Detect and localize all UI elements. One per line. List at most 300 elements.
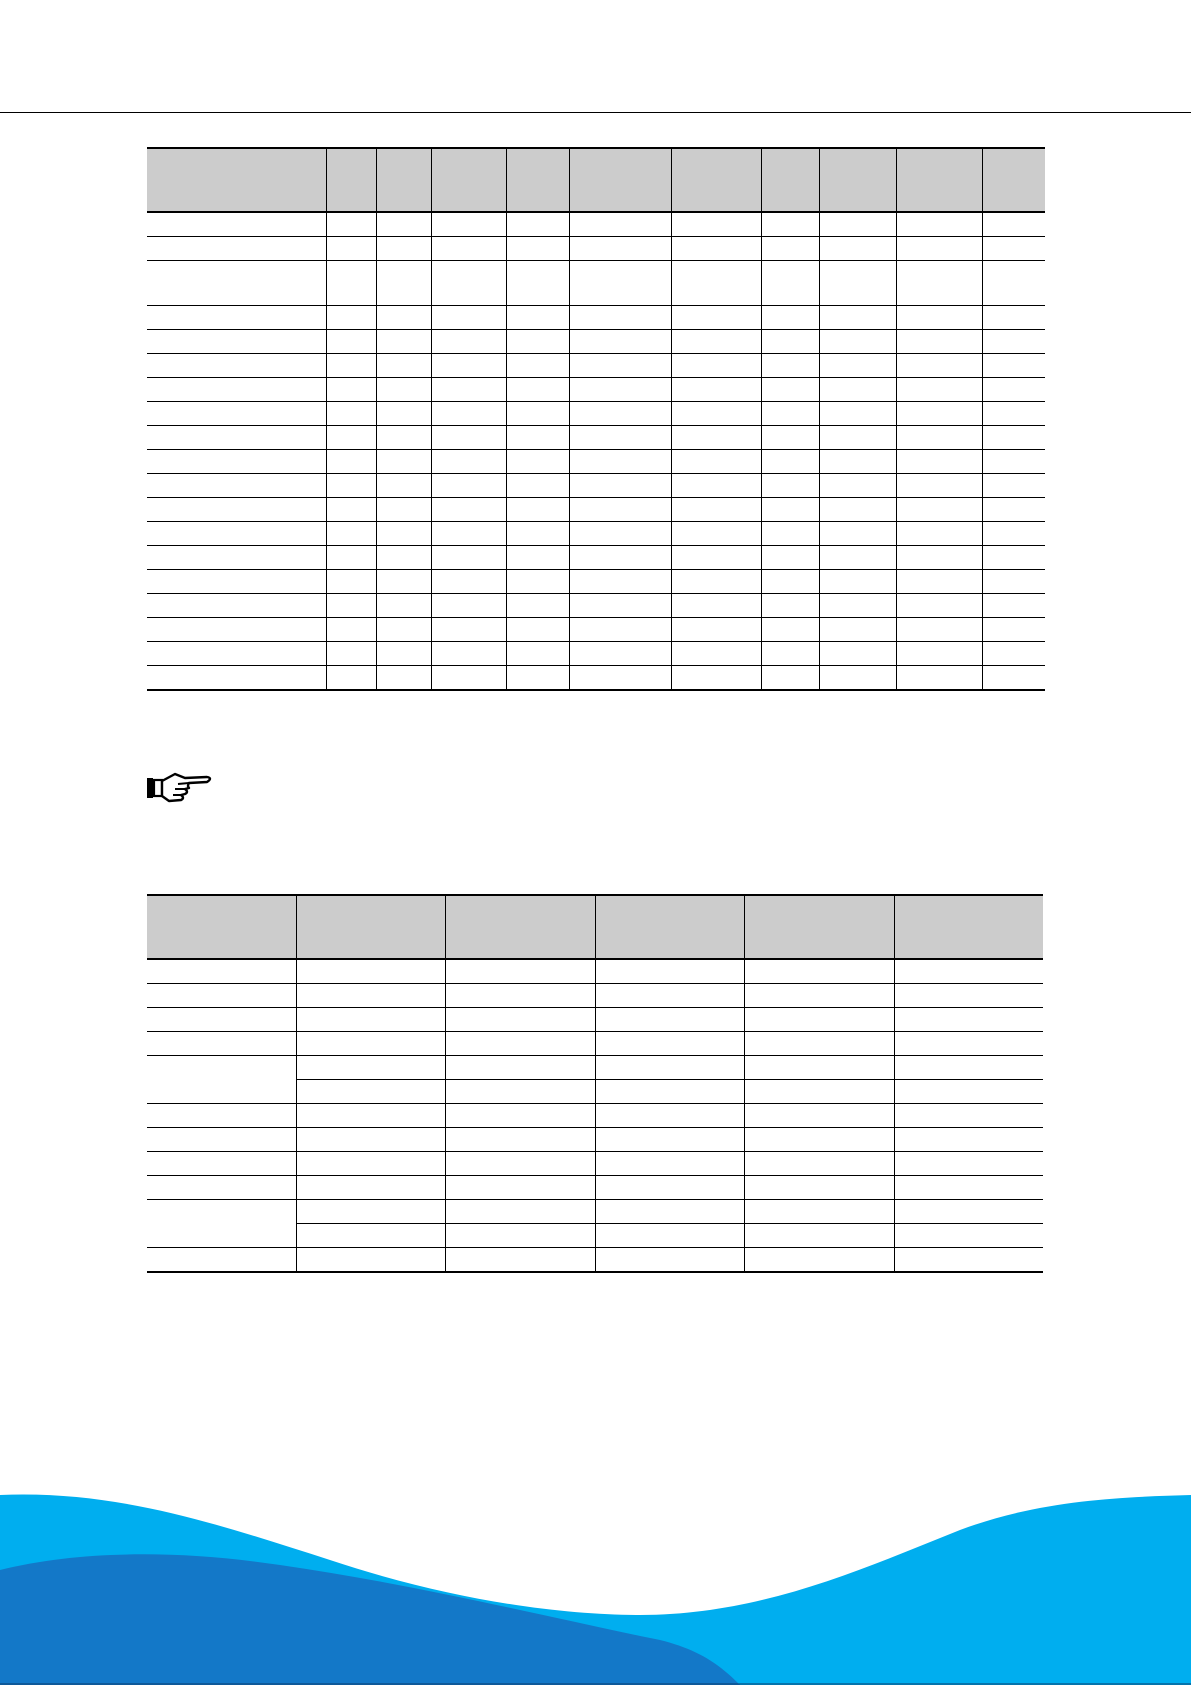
table-row xyxy=(147,1032,1043,1056)
header-cell xyxy=(819,148,896,212)
table-cell xyxy=(819,498,896,522)
table-cell xyxy=(671,618,761,642)
table-cell xyxy=(744,1056,894,1080)
table-cell xyxy=(894,984,1043,1008)
table-cell xyxy=(982,498,1045,522)
table-cell xyxy=(147,378,326,402)
table-cell xyxy=(376,450,431,474)
table-cell xyxy=(982,666,1045,691)
table-cell xyxy=(506,594,569,618)
table-cell xyxy=(569,618,671,642)
table-cell xyxy=(569,666,671,691)
table-row xyxy=(147,354,1045,378)
table-cell xyxy=(761,330,819,354)
table-cell xyxy=(431,594,506,618)
table-cell xyxy=(506,378,569,402)
table-row xyxy=(147,642,1045,666)
table-cell xyxy=(896,522,982,546)
table-cell xyxy=(819,474,896,498)
table-cell xyxy=(671,378,761,402)
table-cell xyxy=(376,212,431,237)
table-cell xyxy=(445,1176,595,1200)
table-cell xyxy=(569,426,671,450)
table-cell xyxy=(376,237,431,261)
table-cell xyxy=(445,1032,595,1056)
table-cell xyxy=(445,1104,595,1128)
table-cell xyxy=(569,212,671,237)
table-cell xyxy=(761,570,819,594)
table-cell xyxy=(376,261,431,306)
table-cell xyxy=(445,1056,595,1080)
table-cell xyxy=(894,1104,1043,1128)
table-cell xyxy=(147,306,326,330)
header-rule xyxy=(0,112,1191,113)
table-row xyxy=(147,666,1045,691)
table-cell xyxy=(296,1104,445,1128)
table-cell xyxy=(894,1200,1043,1224)
table-cell xyxy=(761,594,819,618)
table-cell xyxy=(761,666,819,691)
table-header-row xyxy=(147,895,1043,959)
table-cell xyxy=(376,474,431,498)
table-row xyxy=(147,522,1045,546)
table-cell xyxy=(819,522,896,546)
table-cell xyxy=(982,378,1045,402)
table-cell xyxy=(296,1032,445,1056)
table-cell xyxy=(896,642,982,666)
table-cell xyxy=(569,570,671,594)
table-cell xyxy=(744,1152,894,1176)
table-cell xyxy=(671,426,761,450)
table-row xyxy=(147,261,1045,306)
table-cell xyxy=(982,522,1045,546)
table-cell xyxy=(147,984,296,1008)
table-cell xyxy=(326,261,376,306)
table-cell xyxy=(761,426,819,450)
table-cell xyxy=(431,498,506,522)
table-cell xyxy=(506,426,569,450)
table-cell xyxy=(595,1056,744,1080)
header-cell xyxy=(376,148,431,212)
table-cell xyxy=(506,402,569,426)
table-cell xyxy=(819,330,896,354)
table-cell xyxy=(326,330,376,354)
table-cell xyxy=(896,261,982,306)
table-cell xyxy=(819,212,896,237)
table-cell xyxy=(744,1200,894,1224)
table-cell xyxy=(671,594,761,618)
table-row xyxy=(147,1056,1043,1080)
table-cell xyxy=(445,1008,595,1032)
table-cell xyxy=(147,402,326,426)
table-cell xyxy=(671,642,761,666)
table-cell xyxy=(896,426,982,450)
table-cell xyxy=(595,1032,744,1056)
table-cell xyxy=(819,546,896,570)
table-cell xyxy=(671,450,761,474)
table-cell xyxy=(376,402,431,426)
table-cell xyxy=(744,1176,894,1200)
table-cell xyxy=(982,306,1045,330)
table-cell xyxy=(147,330,326,354)
table-cell xyxy=(744,1080,894,1104)
table-cell xyxy=(296,1008,445,1032)
table-cell xyxy=(671,237,761,261)
table-cell xyxy=(376,546,431,570)
table-cell xyxy=(761,498,819,522)
table-cell xyxy=(506,498,569,522)
table-row xyxy=(147,498,1045,522)
table-cell xyxy=(819,354,896,378)
table-cell xyxy=(896,474,982,498)
table-row xyxy=(147,1152,1043,1176)
table-row xyxy=(147,474,1045,498)
table-cell xyxy=(147,1248,296,1273)
table-cell xyxy=(744,1224,894,1248)
table-cell xyxy=(296,984,445,1008)
table-cell xyxy=(761,402,819,426)
table-cell xyxy=(326,212,376,237)
table-cell xyxy=(445,1200,595,1224)
header-cell xyxy=(761,148,819,212)
table-cell xyxy=(896,618,982,642)
table-cell xyxy=(761,212,819,237)
table-row xyxy=(147,1200,1043,1224)
table-row xyxy=(147,618,1045,642)
table-cell xyxy=(506,666,569,691)
table-cell xyxy=(506,546,569,570)
table-cell xyxy=(595,1008,744,1032)
header-cell xyxy=(326,148,376,212)
table-cell xyxy=(147,666,326,691)
table-cell xyxy=(671,261,761,306)
table-cell xyxy=(896,306,982,330)
table-cell xyxy=(376,522,431,546)
table-cell xyxy=(982,594,1045,618)
table-cell xyxy=(445,1152,595,1176)
table-cell xyxy=(819,402,896,426)
spec-table-2 xyxy=(147,894,1043,1273)
table-cell xyxy=(296,1224,445,1248)
table-cell xyxy=(296,1176,445,1200)
header-cell xyxy=(595,895,744,959)
table-cell xyxy=(506,642,569,666)
table-cell xyxy=(819,378,896,402)
table-cell xyxy=(569,378,671,402)
table-row xyxy=(147,984,1043,1008)
table-cell xyxy=(671,570,761,594)
table-cell xyxy=(896,330,982,354)
table-cell xyxy=(595,984,744,1008)
table-cell xyxy=(671,212,761,237)
table-cell xyxy=(147,1032,296,1056)
table-cell xyxy=(326,498,376,522)
table-cell xyxy=(671,498,761,522)
header-cell xyxy=(744,895,894,959)
table-cell xyxy=(894,1176,1043,1200)
table-cell xyxy=(982,261,1045,306)
table-cell xyxy=(819,261,896,306)
table-cell xyxy=(982,212,1045,237)
table-cell xyxy=(569,402,671,426)
table-cell xyxy=(982,450,1045,474)
table-cell xyxy=(147,261,326,306)
table-cell xyxy=(896,354,982,378)
table-cell xyxy=(506,330,569,354)
table-cell xyxy=(819,618,896,642)
table-cell xyxy=(896,450,982,474)
table-cell xyxy=(431,450,506,474)
table-cell xyxy=(896,546,982,570)
table-cell xyxy=(431,212,506,237)
table-cell xyxy=(569,522,671,546)
table-cell xyxy=(431,618,506,642)
header-cell xyxy=(569,148,671,212)
table-cell xyxy=(506,306,569,330)
table-cell xyxy=(761,546,819,570)
table-cell xyxy=(376,570,431,594)
table-cell xyxy=(147,570,326,594)
pointing-hand-icon xyxy=(145,770,217,806)
table-cell xyxy=(147,426,326,450)
header-cell xyxy=(296,895,445,959)
table-row xyxy=(147,594,1045,618)
table-row xyxy=(147,1248,1043,1273)
table-cell xyxy=(147,354,326,378)
table-cell xyxy=(326,666,376,691)
table-cell xyxy=(894,1248,1043,1273)
table-cell xyxy=(982,330,1045,354)
table-cell xyxy=(744,1248,894,1273)
header-cell xyxy=(894,895,1043,959)
table-cell xyxy=(296,1056,445,1080)
table-cell xyxy=(147,1104,296,1128)
table-cell xyxy=(296,1080,445,1104)
table-cell xyxy=(761,618,819,642)
table-cell xyxy=(326,450,376,474)
table-cell xyxy=(506,618,569,642)
table-cell xyxy=(744,1008,894,1032)
table-cell xyxy=(326,402,376,426)
table-cell xyxy=(296,1152,445,1176)
table-cell xyxy=(761,237,819,261)
table-cell xyxy=(819,426,896,450)
table-cell xyxy=(376,354,431,378)
table-cell xyxy=(376,618,431,642)
footer-wave xyxy=(0,1490,1191,1685)
table-header-row xyxy=(147,148,1045,212)
table-cell xyxy=(894,1224,1043,1248)
table-cell xyxy=(445,1080,595,1104)
spec-table-1 xyxy=(147,147,1045,691)
table-cell xyxy=(147,212,326,237)
table-row xyxy=(147,306,1045,330)
table-cell xyxy=(819,306,896,330)
table-cell xyxy=(326,594,376,618)
table-cell xyxy=(431,330,506,354)
table-cell xyxy=(569,450,671,474)
table-cell xyxy=(506,237,569,261)
table-cell xyxy=(671,522,761,546)
table-cell xyxy=(506,450,569,474)
table-cell xyxy=(569,261,671,306)
table-cell xyxy=(671,546,761,570)
table-cell xyxy=(326,522,376,546)
table-row xyxy=(147,1008,1043,1032)
table-cell xyxy=(445,1224,595,1248)
table-cell xyxy=(595,1152,744,1176)
table-row xyxy=(147,1176,1043,1200)
table-cell xyxy=(671,402,761,426)
table-cell xyxy=(445,1128,595,1152)
table-row xyxy=(147,426,1045,450)
table-cell xyxy=(982,354,1045,378)
table-cell xyxy=(819,570,896,594)
table-cell xyxy=(595,1248,744,1273)
table-cell xyxy=(147,474,326,498)
table-cell xyxy=(147,1128,296,1152)
table-cell xyxy=(761,450,819,474)
table-cell xyxy=(896,570,982,594)
table-cell xyxy=(445,959,595,984)
table-cell xyxy=(147,498,326,522)
table-cell xyxy=(445,1248,595,1273)
table-cell xyxy=(744,959,894,984)
table-cell xyxy=(326,237,376,261)
table-cell xyxy=(326,306,376,330)
table-cell xyxy=(506,570,569,594)
table-cell xyxy=(761,474,819,498)
table-cell xyxy=(147,1176,296,1200)
table-cell xyxy=(671,354,761,378)
table-cell xyxy=(431,522,506,546)
table-cell xyxy=(894,1008,1043,1032)
table-cell xyxy=(296,1200,445,1224)
table-cell xyxy=(896,594,982,618)
table-cell xyxy=(326,378,376,402)
table-cell xyxy=(761,354,819,378)
header-cell xyxy=(147,895,296,959)
table-cell xyxy=(326,546,376,570)
table-cell xyxy=(894,1056,1043,1080)
table-cell xyxy=(819,594,896,618)
table-cell xyxy=(761,642,819,666)
table-row xyxy=(147,237,1045,261)
header-cell xyxy=(431,148,506,212)
table-cell xyxy=(569,306,671,330)
table-cell xyxy=(894,959,1043,984)
table-cell xyxy=(982,642,1045,666)
table-cell xyxy=(431,378,506,402)
table-cell xyxy=(569,642,671,666)
table-cell xyxy=(431,570,506,594)
table-cell xyxy=(506,354,569,378)
table-cell xyxy=(744,1032,894,1056)
header-cell xyxy=(671,148,761,212)
table-cell xyxy=(147,642,326,666)
table-cell xyxy=(896,237,982,261)
table-cell xyxy=(894,1152,1043,1176)
table-row xyxy=(147,212,1045,237)
table-row xyxy=(147,378,1045,402)
table-cell xyxy=(569,474,671,498)
table-cell xyxy=(761,378,819,402)
table-row xyxy=(147,570,1045,594)
table-cell xyxy=(569,546,671,570)
table-cell xyxy=(671,330,761,354)
table-cell xyxy=(431,666,506,691)
table-cell xyxy=(506,261,569,306)
table-cell xyxy=(819,237,896,261)
table-cell xyxy=(595,1224,744,1248)
table-cell xyxy=(506,474,569,498)
table-cell xyxy=(744,1128,894,1152)
table-row xyxy=(147,1128,1043,1152)
table-cell xyxy=(147,618,326,642)
table-cell xyxy=(569,354,671,378)
table-cell xyxy=(376,498,431,522)
table-row xyxy=(147,330,1045,354)
table-cell xyxy=(506,522,569,546)
header-cell xyxy=(445,895,595,959)
table-cell xyxy=(595,1128,744,1152)
table-cell xyxy=(376,666,431,691)
table-cell xyxy=(326,426,376,450)
table-cell xyxy=(896,402,982,426)
table-cell xyxy=(326,618,376,642)
table-cell xyxy=(982,618,1045,642)
table-row xyxy=(147,546,1045,570)
table-cell xyxy=(819,450,896,474)
table-cell xyxy=(147,1056,296,1104)
header-cell xyxy=(506,148,569,212)
table-cell xyxy=(147,594,326,618)
table-cell xyxy=(896,378,982,402)
table-cell xyxy=(744,1104,894,1128)
table-cell xyxy=(376,642,431,666)
table-cell xyxy=(296,959,445,984)
table-cell xyxy=(431,426,506,450)
table-cell xyxy=(147,237,326,261)
table-cell xyxy=(896,212,982,237)
table-row xyxy=(147,402,1045,426)
table-row xyxy=(147,959,1043,984)
table-cell xyxy=(296,1128,445,1152)
table-cell xyxy=(431,402,506,426)
table-cell xyxy=(982,237,1045,261)
table-cell xyxy=(894,1080,1043,1104)
table-cell xyxy=(147,546,326,570)
table-cell xyxy=(896,498,982,522)
table-cell xyxy=(431,261,506,306)
table-cell xyxy=(431,237,506,261)
table-row xyxy=(147,1104,1043,1128)
table-cell xyxy=(595,959,744,984)
table-cell xyxy=(671,306,761,330)
table-cell xyxy=(296,1248,445,1273)
table-cell xyxy=(569,498,671,522)
table-cell xyxy=(326,474,376,498)
table-cell xyxy=(595,1176,744,1200)
header-cell xyxy=(896,148,982,212)
table-cell xyxy=(147,1008,296,1032)
table-cell xyxy=(376,378,431,402)
table-cell xyxy=(431,474,506,498)
table-cell xyxy=(445,984,595,1008)
table-cell xyxy=(326,642,376,666)
table-cell xyxy=(147,1152,296,1176)
table-cell xyxy=(982,546,1045,570)
